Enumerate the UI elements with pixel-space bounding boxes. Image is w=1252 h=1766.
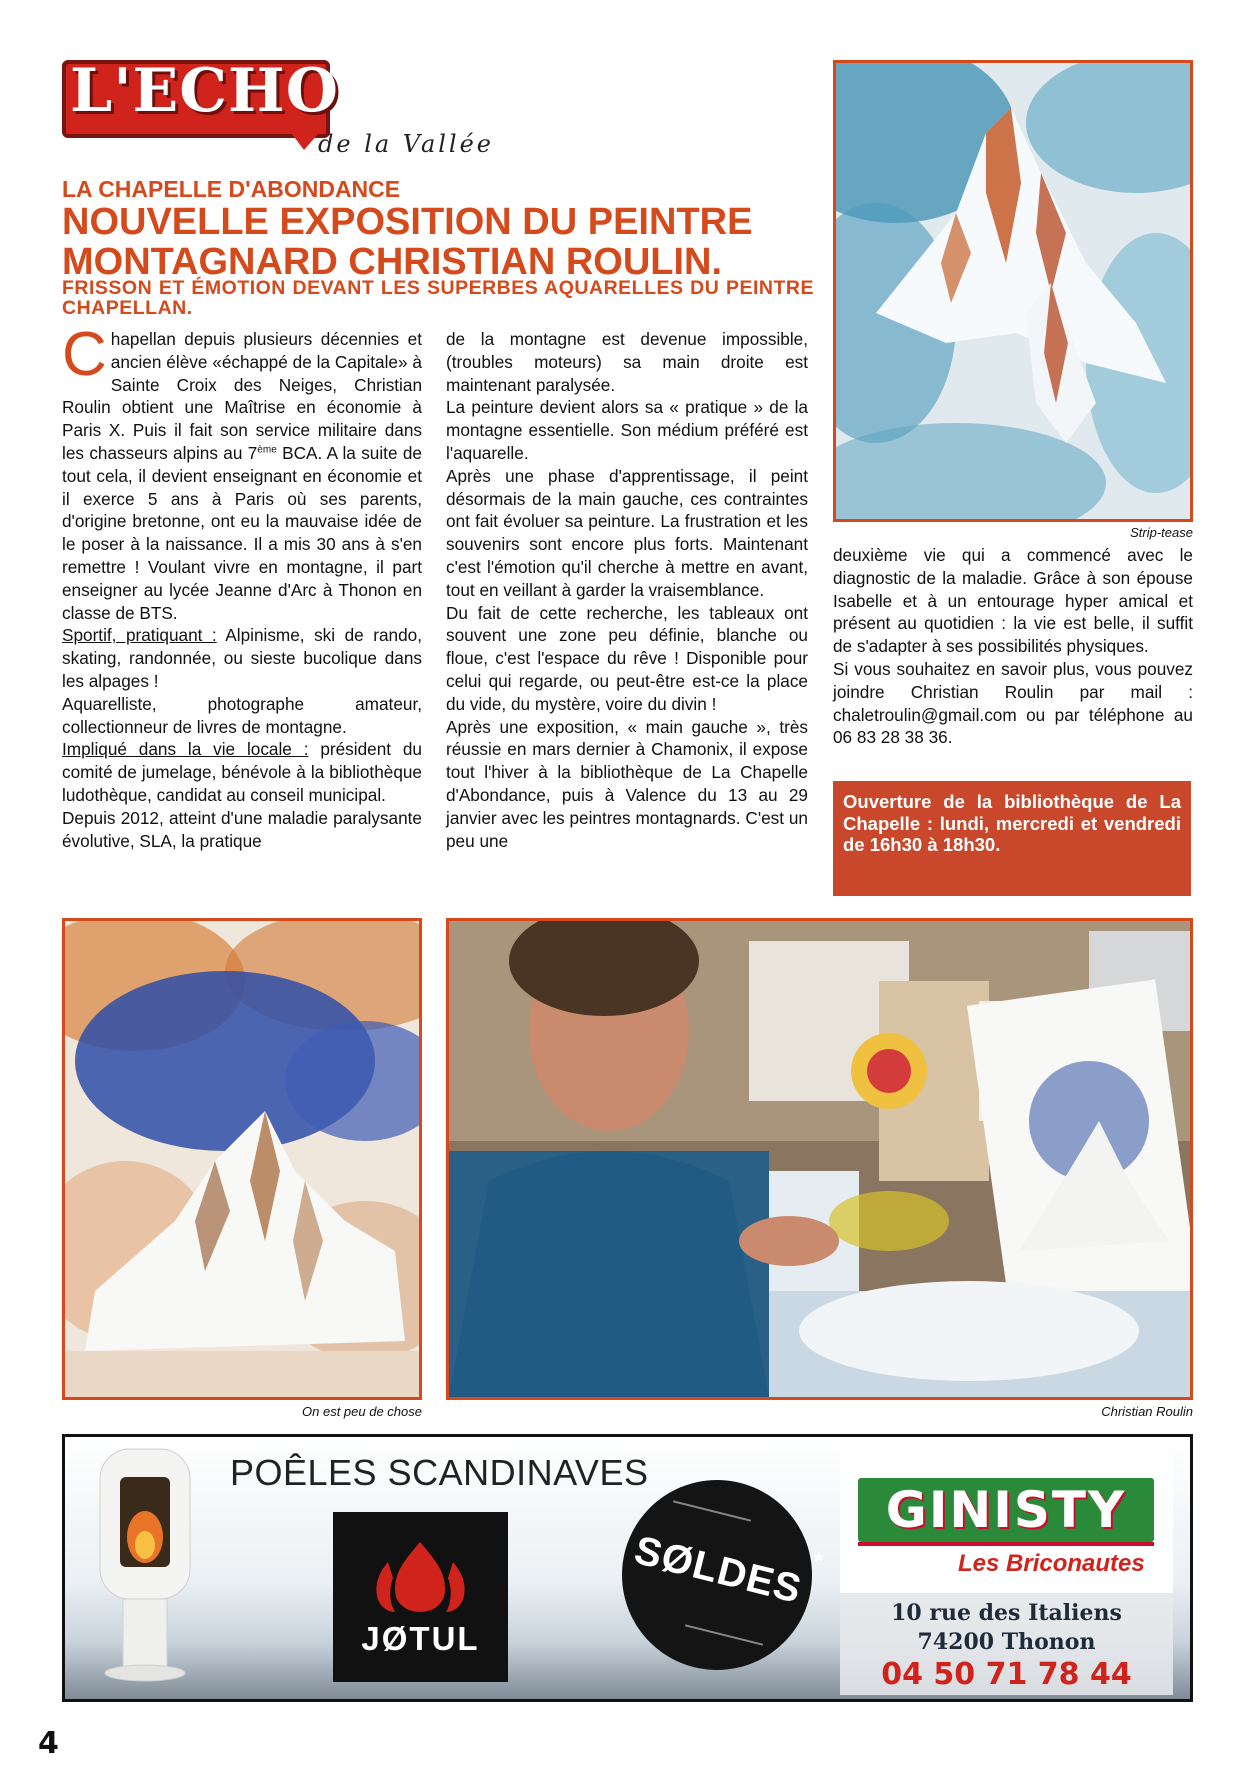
paragraph-hobbies: Aquarelliste, photographe amateur, collectionneur de livres de montagne. <box>62 693 422 737</box>
soldes-text: SØLDES <box>630 1528 807 1612</box>
shop-address-street: 10 rue des Italiens <box>891 1600 1122 1626</box>
paragraph: deuxième vie qui a commencé avec le diagnostic de la maladie. Grâce à son épouse Isabelle et à un entourage hyper amical et présent au quotidien : la vie est belle, il suffit de s'adapter à ses possibilités physiques. <box>833 545 1193 657</box>
paragraph: Du fait de cette recherche, les tableaux ont souvent une zone peu définie, blanche ou floue, c'est l'espace du rêve ! Disponible pour celui qui regarde, ou peut-être est-ce la place du vide, du mystère, voire du divin ! <box>446 602 808 714</box>
ginisty-red-stripe <box>858 1542 1154 1546</box>
paragraph-contact: Si vous souhaitez en savoir plus, vous pouvez joindre Christian Roulin par mail : chaletroulin@gmail.com ou par téléphone au 06 83 28 38 36. <box>833 658 1193 748</box>
article-headline: NOUVELLE EXPOSITION DU PEINTRE MONTAGNARD CHRISTIAN ROULIN. <box>62 201 753 283</box>
paragraph-sport <box>62 624 422 692</box>
library-hours-box: Ouverture de la bibliothèque de La Chapelle : lundi, mercredi et vendredi de 16h30 à 18h30. <box>833 781 1191 896</box>
article-column-2 <box>446 328 808 852</box>
paragraph: La peinture devient alors sa « pratique » de la montagne essentielle. Son médium préféré est l'aquarelle. <box>446 397 808 463</box>
watercolor-painting-strip-tease <box>833 60 1193 522</box>
asterisk-mark: * <box>814 1548 824 1575</box>
drop-cap: C <box>62 320 107 389</box>
paragraph-text: président du comité de jumelage, bénévole à la bibliothèque ludothèque, candidat au conseil municipal. <box>62 739 422 805</box>
article-subhead: FRISSON ET ÉMOTION DEVANT LES SUPERBES AQUARELLES DU PEINTRE CHAPELLAN. <box>62 277 814 319</box>
logo: L'ECHO <box>70 56 339 126</box>
mountain-watercolor-image <box>65 921 419 1397</box>
paragraph-local-life <box>62 738 422 806</box>
paragraph: de la montagne est devenue impossible, (troubles moteurs) sa main droite est maintenant paralysée. <box>446 329 808 395</box>
shop-address-city: 74200 Thonon <box>917 1629 1096 1655</box>
flame-icon <box>333 1512 508 1622</box>
watercolor-painting-on-est-peu <box>62 918 422 1400</box>
photo-christian-roulin <box>446 918 1193 1400</box>
caption-on-est-peu: On est peu de chose <box>302 1404 422 1419</box>
mountain-watercolor-image <box>836 63 1190 519</box>
paragraph-text: Alpinisme, ski de rando, skating, randonnée, ou sieste bucolique dans les alpages ! <box>62 625 422 691</box>
caption-strip-tease: Strip-tease <box>1130 525 1193 540</box>
superscript: ème <box>257 444 277 456</box>
shop-phone: 04 50 71 78 44 <box>881 1657 1132 1692</box>
article-column-1 <box>62 320 422 852</box>
logo-tagline: de la Vallée <box>318 130 495 158</box>
paragraph-text: hapellan depuis plusieurs décennies et ancien élève «échappé de la Capitale» à Sainte Croix des Neiges, Christian Roulin obtient une Maîtrise en économie à Paris X. Puis il fait son service militaire dans les chasseurs alpins au 7 <box>62 329 422 463</box>
article-column-3 <box>833 544 1193 749</box>
briconautes-logo: Les Briconautes <box>958 1550 1145 1577</box>
paragraph: Après une phase d'apprentissage, il peint désormais de la main gauche, ces contraintes ont fait évoluer sa peinture. La frustration et les souvenirs sont encore plus forts. Maintenant c'est l'émotion qu'il cherche à mettre en avant, tout en veillant à garder la vraisemblance. <box>446 465 808 600</box>
paragraph-illness: Depuis 2012, atteint d'une maladie paralysante évolutive, SLA, la pratique <box>62 807 422 851</box>
paragraph-text: BCA. A la suite de tout cela, il devient enseignant en économie et il exerce 5 ans à Paris où ses parents, d'origine bretonne, ont eu la mauvaise idée de le poser à la naissance. Il a mis 30 ans à s'en remettre ! Voulant vivre en montagne, il part enseigner au lycée Jeanne d'Arc à Thonon en classe de BTS. <box>62 442 422 623</box>
paragraph: Après une exposition, « main gauche », très réussie en mars dernier à Chamonix, il expose tout l'hiver à la bibliothèque de La Chapelle d'Abondance, puis à Valence du 13 au 29 janvier avec les peintres montagnards. C'est un peu une <box>446 716 808 851</box>
page-number: 4 <box>38 1726 59 1761</box>
logo-speech-tail <box>292 134 318 150</box>
paragraph-label: Sportif, pratiquant : <box>62 625 217 646</box>
ginisty-logo: GINISTY <box>885 1481 1127 1539</box>
studio-photo-image <box>449 921 1190 1397</box>
paragraph-intro <box>62 320 422 624</box>
jotul-brand: JØTUL <box>361 1620 480 1657</box>
caption-christian-roulin: Christian Roulin <box>1101 1404 1193 1419</box>
paragraph-label: Impliqué dans la vie locale : <box>62 739 309 760</box>
advert-title: POÊLES SCANDINAVES <box>230 1452 649 1493</box>
article-kicker: LA CHAPELLE D'ABONDANCE <box>62 176 401 202</box>
